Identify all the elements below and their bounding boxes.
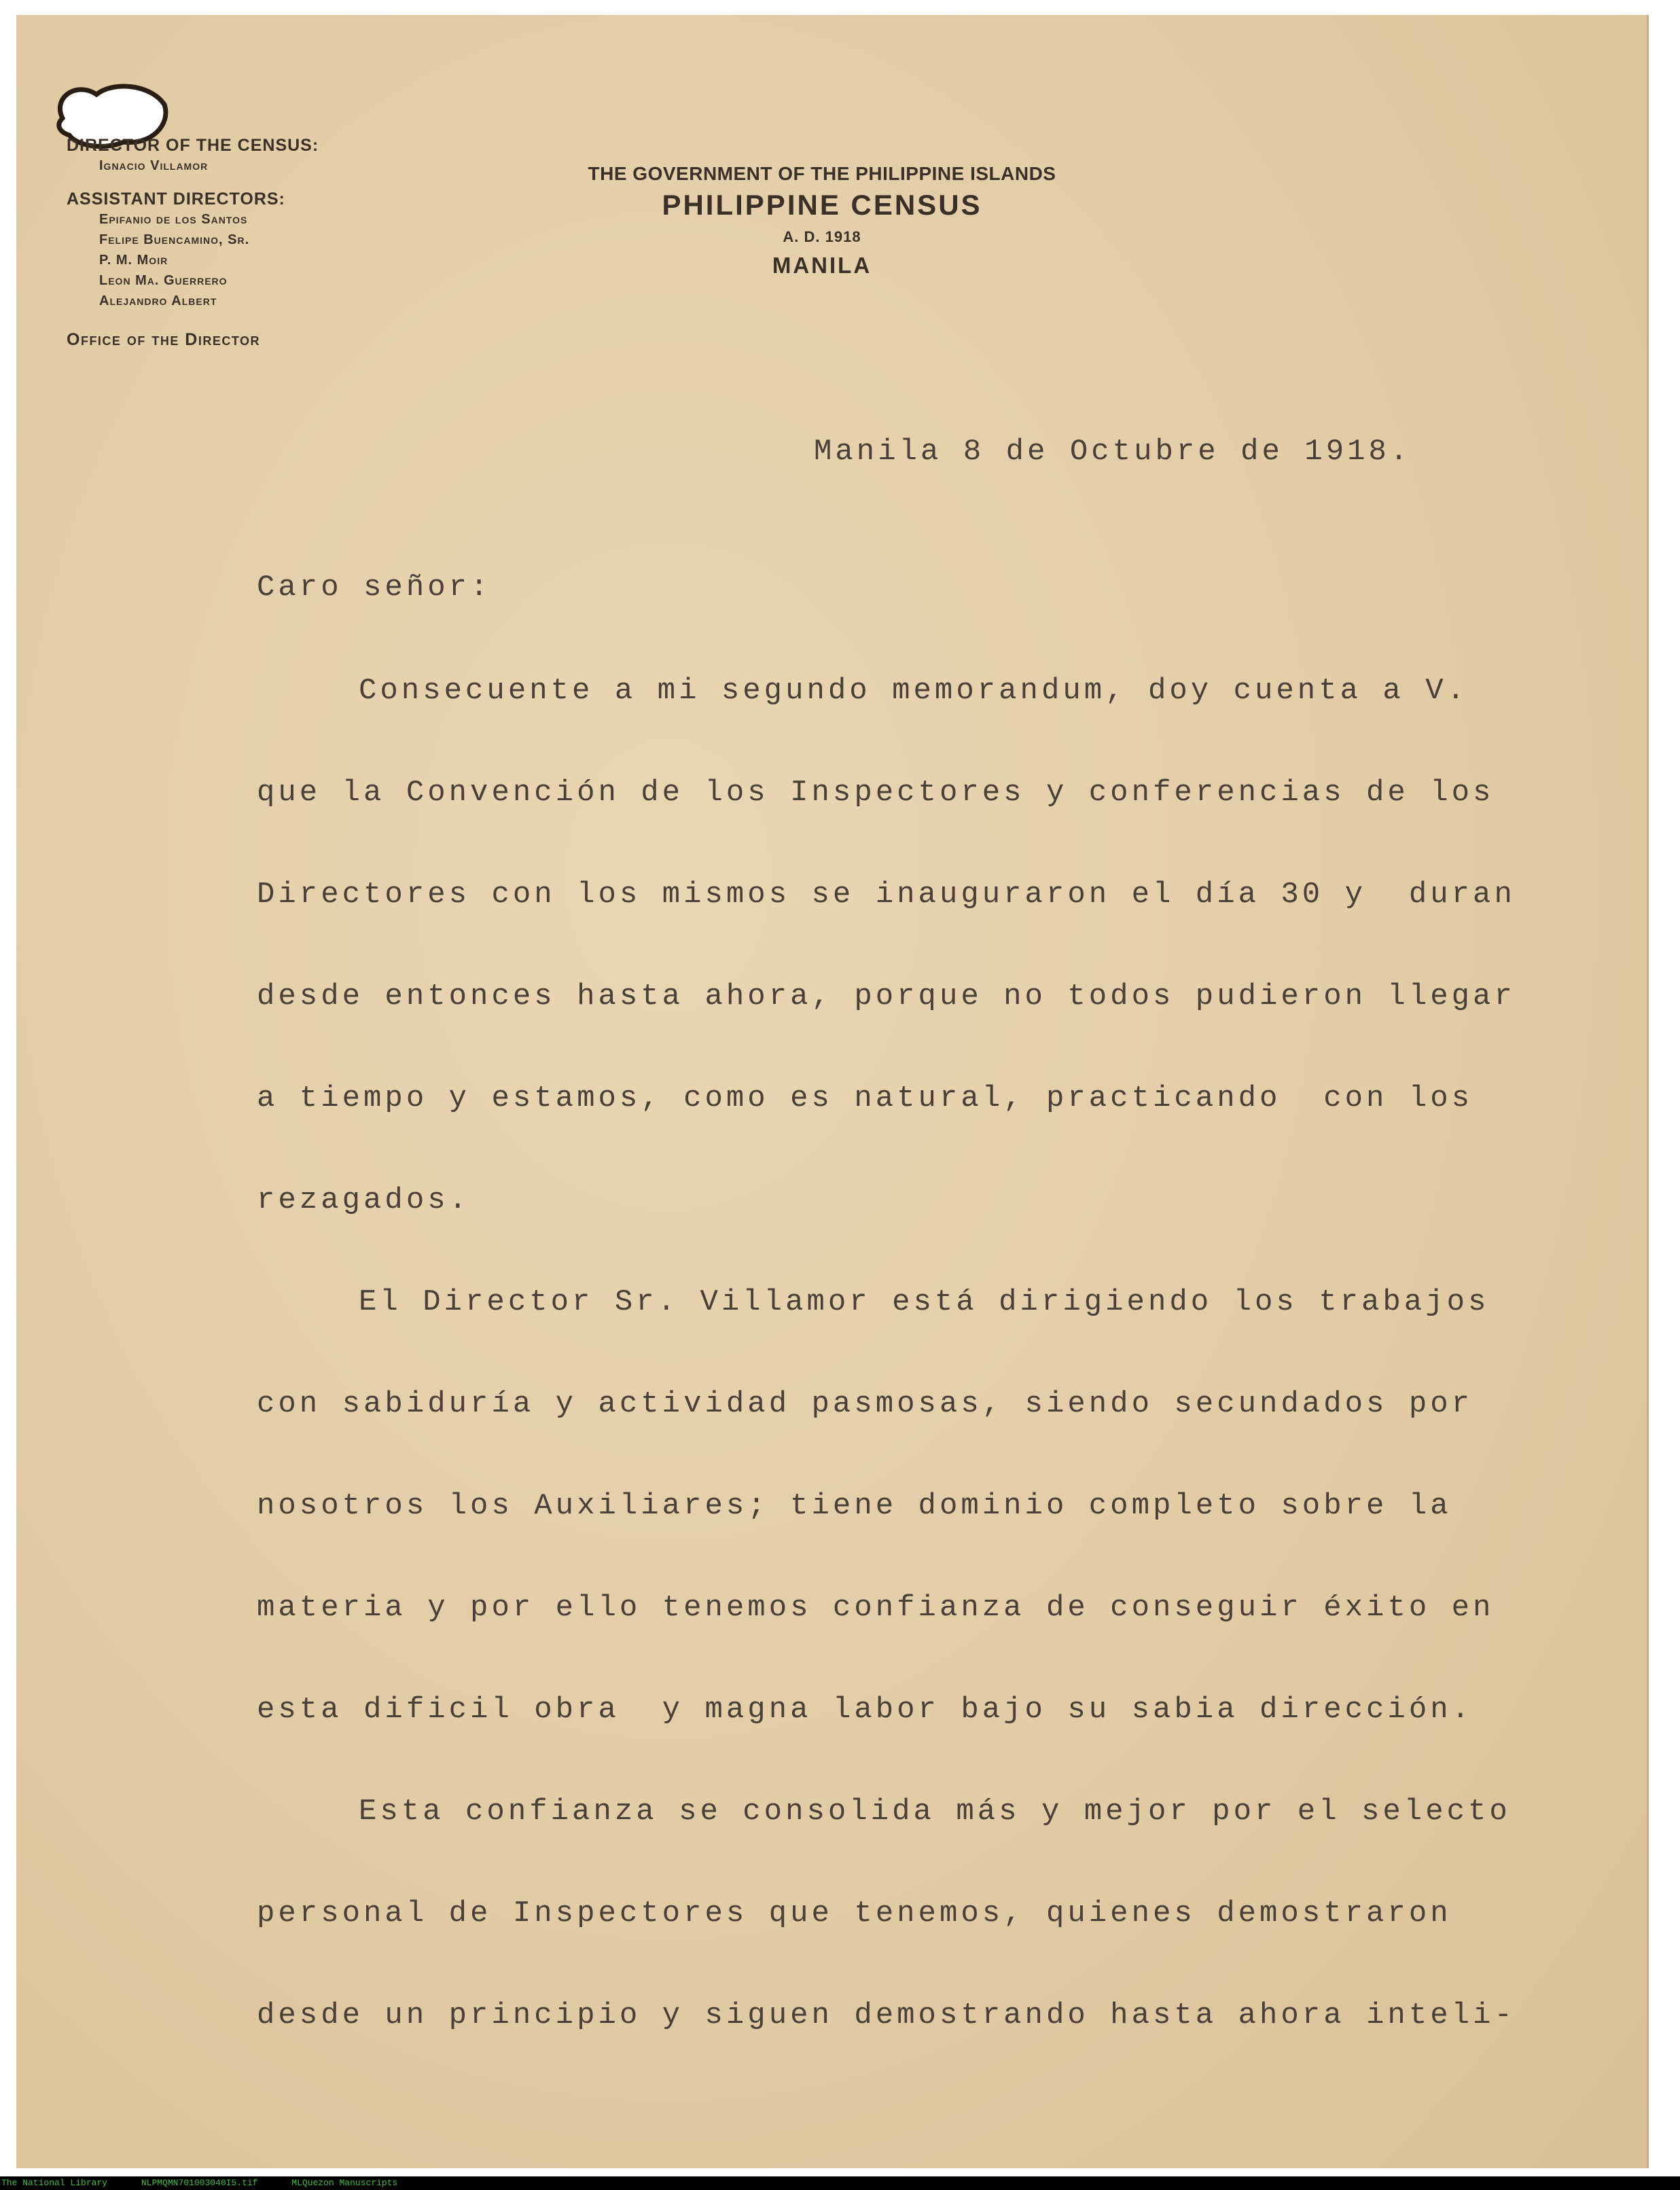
letter-line: rezagados. [257, 1183, 471, 1217]
assistant-name: Alejandro Albert [99, 293, 217, 308]
letter-line: Consecuente a mi segundo memorandum, doy cuenta a V. [359, 674, 1469, 708]
letter-salutation: Caro señor: [257, 571, 492, 605]
letter-date: Manila 8 de Octubre de 1918. [814, 435, 1412, 469]
footer-library: The National Library [1, 2178, 108, 2188]
assistant-name: P. M. Moir [99, 253, 168, 268]
letter-line: con sabiduría y actividad pasmosas, siendo secundados por [257, 1387, 1473, 1421]
letterhead-center-block [516, 163, 1128, 279]
letter-line: esta dificil obra y magna labor bajo su sabia dirección. [257, 1693, 1473, 1727]
director-heading: DIRECTOR OF THE CENSUS: [67, 136, 319, 155]
assistant-name: Leon Ma. Guerrero [99, 273, 228, 288]
footer-file: NLPMQMN701003040I5.tif [141, 2178, 258, 2188]
census-title: PHILIPPINE CENSUS [662, 189, 982, 221]
director-name: Ignacio Villamor [99, 158, 209, 173]
letter-line: nosotros los Auxiliares; tiene dominio completo sobre la [257, 1489, 1452, 1523]
assistant-name: Felipe Buencamino, Sr. [99, 232, 250, 247]
letterhead-left-block [67, 136, 319, 350]
assistant-name: Epifanio de los Santos [99, 212, 248, 227]
assistant-heading: ASSISTANT DIRECTORS: [67, 190, 285, 209]
scan-footer-bar [0, 2176, 1680, 2190]
letter-line: materia y por ello tenemos confianza de conseguir éxito en [257, 1591, 1495, 1625]
letter-line: El Director Sr. Villamor está dirigiendo los trabajos [359, 1285, 1490, 1319]
footer-collection: MLQuezon Manuscripts [291, 2178, 398, 2188]
letter-line: personal de Inspectores que tenemos, quienes demostraron [257, 1897, 1452, 1931]
letter-line: que la Convención de los Inspectores y conferencias de los [257, 776, 1495, 810]
office-label: Office of the Director [67, 330, 261, 349]
census-year: A. D. 1918 [783, 228, 861, 245]
letter-line: desde un principio y siguen demostrando hasta ahora inteli- [257, 1998, 1516, 2032]
government-title: THE GOVERNMENT OF THE PHILIPPINE ISLANDS [588, 163, 1056, 184]
letter-line: desde entonces hasta ahora, porque no todos pudieron llegar [257, 980, 1516, 1013]
letter-line: a tiempo y estamos, como es natural, practicando con los [257, 1081, 1473, 1115]
letter-line: Directores con los mismos se inauguraron el día 30 y duran [257, 878, 1516, 912]
letter-line: Esta confianza se consolida más y mejor por el selecto [359, 1795, 1511, 1829]
census-city: MANILA [772, 253, 872, 278]
